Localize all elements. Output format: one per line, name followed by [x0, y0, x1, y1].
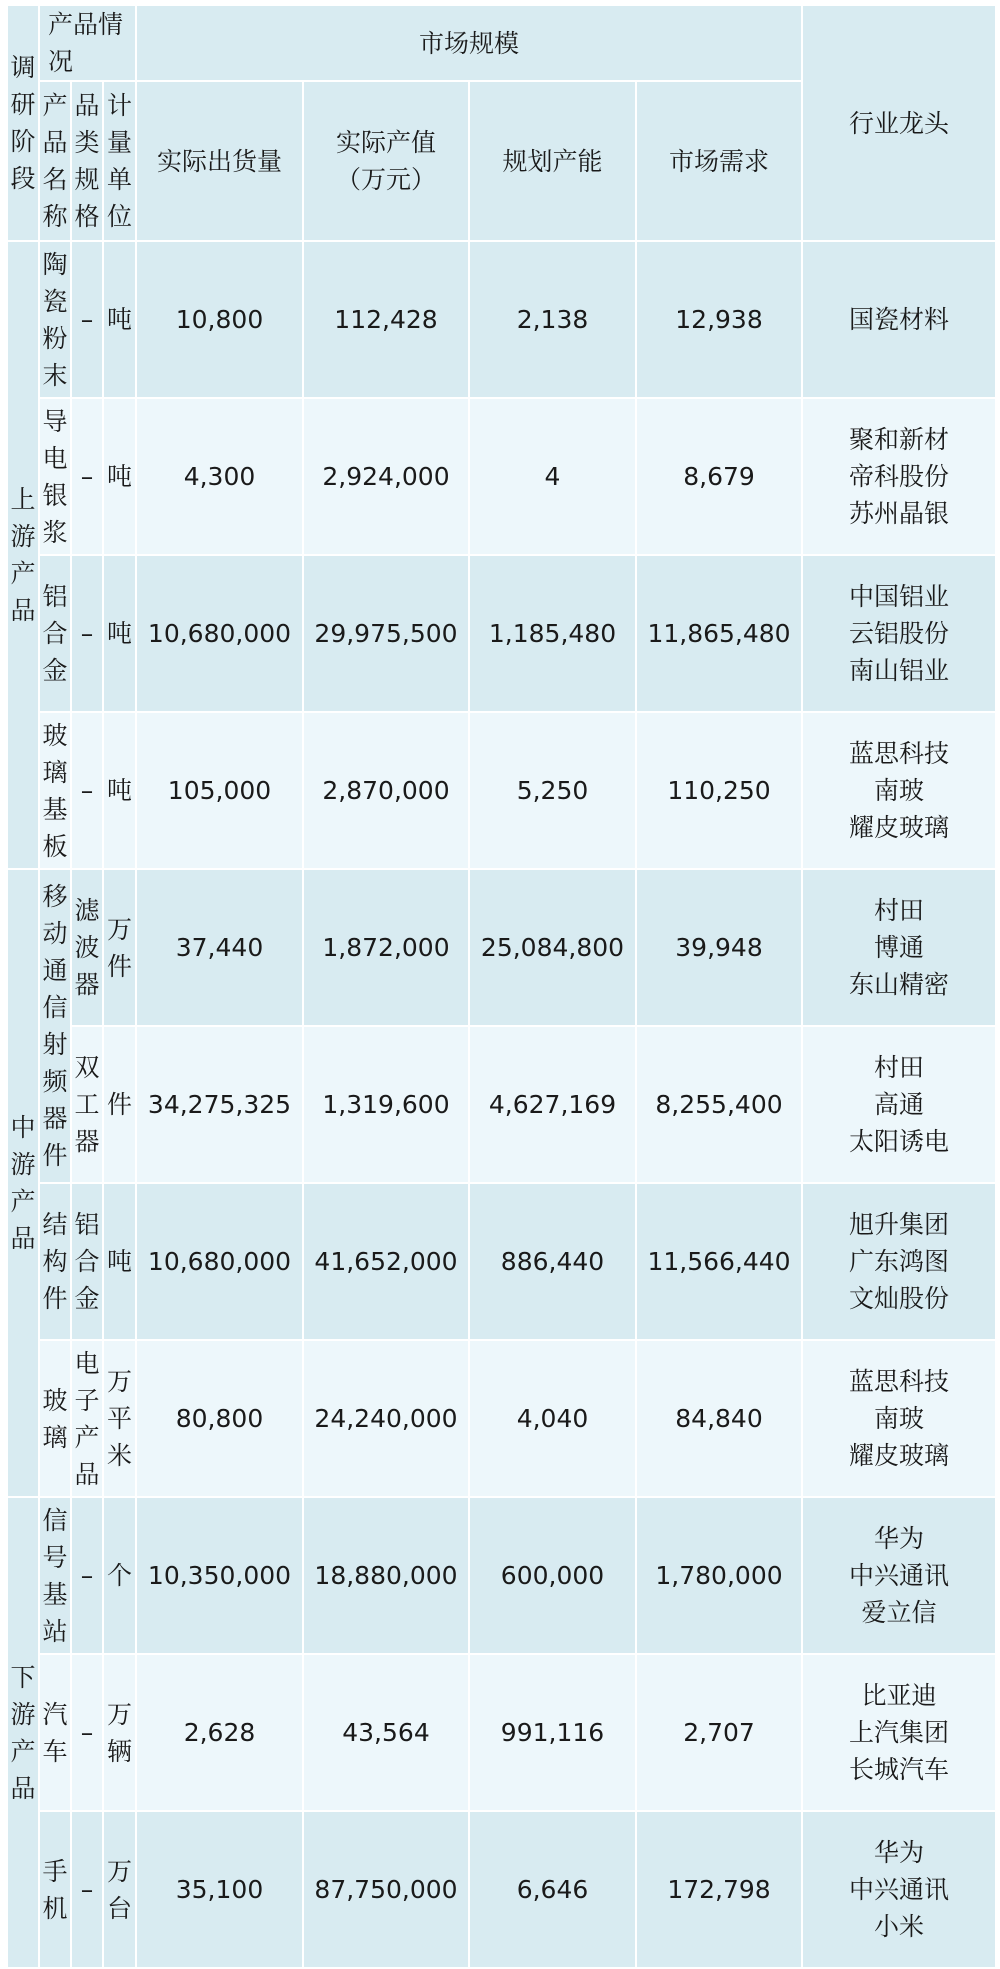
product-name-text: 陶瓷粉末: [42, 249, 68, 390]
spec-cell: [71, 712, 103, 869]
unit-text: 吨: [107, 462, 133, 491]
spec-text: –: [80, 619, 94, 648]
shipment-cell: 35,100: [136, 1811, 303, 1968]
output-value-cell: 1,319,600: [303, 1026, 469, 1183]
leader-name: 华为: [874, 1838, 925, 1867]
spec-cell: [71, 398, 103, 555]
spec-text: –: [80, 1875, 94, 1904]
table-row: [7, 555, 996, 712]
shipment-cell: 80,800: [136, 1340, 303, 1497]
leaders-cell: [802, 1340, 996, 1497]
product-name-cell: [39, 1811, 71, 1968]
shipment-cell: 10,350,000: [136, 1497, 303, 1654]
product-name-cell: [39, 1654, 71, 1811]
spec-cell: [71, 1654, 103, 1811]
leader-name: 爱立信: [861, 1598, 937, 1627]
leader-name: 村田: [874, 896, 925, 925]
unit-cell: [103, 241, 136, 398]
header-demand: 市场需求: [636, 81, 802, 241]
spec-text: –: [80, 1718, 94, 1747]
table-row: [7, 1497, 996, 1654]
capacity-cell: 886,440: [469, 1183, 636, 1340]
leaders-cell: [802, 712, 996, 869]
header-leaders: 行业龙头: [802, 5, 996, 241]
product-name-text: 玻璃: [42, 1385, 68, 1452]
leader-name: 华为: [874, 1524, 925, 1553]
unit-text: 个: [107, 1561, 133, 1590]
leader-name: 中国铝业: [849, 582, 950, 611]
market-table: [6, 4, 997, 1969]
table-row: [7, 1026, 996, 1183]
unit-cell: [103, 869, 136, 1026]
spec-text: –: [80, 462, 94, 491]
table-row: [7, 1654, 996, 1811]
table-row: [7, 869, 996, 1026]
shipment-cell: 10,800: [136, 241, 303, 398]
leaders-cell: [802, 1183, 996, 1340]
spec-text: 双工器: [74, 1053, 100, 1156]
unit-cell: [103, 1811, 136, 1968]
capacity-cell: 4,627,169: [469, 1026, 636, 1183]
table-row: [7, 1340, 996, 1497]
leader-name: 村田: [874, 1053, 925, 1082]
capacity-cell: 2,138: [469, 241, 636, 398]
spec-cell: [71, 241, 103, 398]
leader-name: 耀皮玻璃: [849, 813, 950, 842]
leader-name: 中兴通讯: [849, 1875, 950, 1904]
leader-name: 聚和新材: [849, 425, 950, 454]
capacity-cell: 600,000: [469, 1497, 636, 1654]
unit-text: 万辆: [107, 1699, 133, 1766]
spec-text: –: [80, 1561, 94, 1590]
table-row: [7, 1183, 996, 1340]
product-name-cell: [39, 555, 71, 712]
table-row: [7, 241, 996, 398]
product-name-cell: [39, 712, 71, 869]
leaders-cell: [802, 1811, 996, 1968]
shipment-cell: 37,440: [136, 869, 303, 1026]
demand-cell: 8,679: [636, 398, 802, 555]
product-name-text: 汽车: [42, 1699, 68, 1766]
demand-cell: 110,250: [636, 712, 802, 869]
demand-cell: 84,840: [636, 1340, 802, 1497]
spec-text: 铝合金: [74, 1210, 100, 1313]
leader-name: 东山精密: [849, 970, 950, 999]
product-name-cell: [39, 1340, 71, 1497]
leader-name: 南玻: [874, 1404, 925, 1433]
leader-name: 蓝思科技: [849, 1367, 950, 1396]
demand-cell: 11,566,440: [636, 1183, 802, 1340]
unit-cell: [103, 712, 136, 869]
unit-text: 吨: [107, 305, 133, 334]
spec-cell: [71, 1026, 103, 1183]
stage-text: 下游产品: [10, 1662, 36, 1803]
leaders-cell: [802, 1654, 996, 1811]
shipment-cell: 105,000: [136, 712, 303, 869]
product-name-text: 玻璃基板: [42, 720, 68, 861]
shipment-cell: 4,300: [136, 398, 303, 555]
table-row: [7, 398, 996, 555]
table-body: [7, 241, 996, 1968]
header-capacity: 规划产能: [469, 81, 636, 241]
market-table-wrapper: [6, 4, 997, 1969]
unit-cell: [103, 398, 136, 555]
leader-name: 旭升集团: [849, 1210, 950, 1239]
output-value-cell: 2,924,000: [303, 398, 469, 555]
output-value-cell: 41,652,000: [303, 1183, 469, 1340]
product-name-text: 导电银浆: [42, 406, 68, 547]
demand-cell: 39,948: [636, 869, 802, 1026]
shipment-cell: 10,680,000: [136, 555, 303, 712]
product-name-text: 移动通信射频器件: [42, 882, 68, 1170]
unit-text: 吨: [107, 619, 133, 648]
capacity-cell: 4: [469, 398, 636, 555]
spec-cell: [71, 555, 103, 712]
unit-text: 吨: [107, 776, 133, 805]
leader-name: 帝科股份: [849, 462, 950, 491]
unit-text: 吨: [107, 1247, 133, 1276]
capacity-cell: 4,040: [469, 1340, 636, 1497]
stage-cell: [7, 1497, 39, 1968]
leader-name: 云铝股份: [849, 619, 950, 648]
spec-text: 电子产品: [74, 1348, 100, 1489]
product-name-cell: [39, 241, 71, 398]
capacity-cell: 6,646: [469, 1811, 636, 1968]
leader-name: 苏州晶银: [849, 499, 950, 528]
capacity-cell: 25,084,800: [469, 869, 636, 1026]
output-value-cell: 18,880,000: [303, 1497, 469, 1654]
spec-cell: [71, 1497, 103, 1654]
unit-text: 件: [107, 1090, 133, 1119]
spec-cell: [71, 1811, 103, 1968]
leader-name: 国瓷材料: [849, 305, 950, 334]
leader-name: 高通: [874, 1090, 925, 1119]
header-market-group: 市场规模: [136, 5, 802, 81]
leaders-cell: [802, 241, 996, 398]
header-shipment: 实际出货量: [136, 81, 303, 241]
stage-cell: [7, 241, 39, 869]
product-name-text: 结构件: [42, 1210, 68, 1313]
header-stage: 调研阶段: [7, 5, 39, 241]
spec-text: –: [80, 305, 94, 334]
header-output-value: 实际产值 （万元）: [303, 81, 469, 241]
spec-text: 滤波器: [74, 896, 100, 999]
capacity-cell: 5,250: [469, 712, 636, 869]
stage-cell: [7, 869, 39, 1497]
leaders-cell: [802, 869, 996, 1026]
output-value-cell: 1,872,000: [303, 869, 469, 1026]
table-row: [7, 1811, 996, 1968]
leader-name: 广东鸿图: [849, 1247, 950, 1276]
leader-name: 耀皮玻璃: [849, 1441, 950, 1470]
unit-cell: [103, 1026, 136, 1183]
product-name-text: 手机: [42, 1856, 68, 1923]
spec-cell: [71, 1340, 103, 1497]
output-value-cell: 24,240,000: [303, 1340, 469, 1497]
product-name-text: 铝合金: [42, 582, 68, 685]
output-value-cell: 87,750,000: [303, 1811, 469, 1968]
header-name: 产品名称: [39, 81, 71, 241]
leader-name: 蓝思科技: [849, 739, 950, 768]
unit-text: 万平米: [107, 1367, 133, 1470]
output-value-cell: 2,870,000: [303, 712, 469, 869]
leader-name: 比亚迪: [861, 1681, 937, 1710]
spec-cell: [71, 1183, 103, 1340]
demand-cell: 12,938: [636, 241, 802, 398]
leader-name: 太阳诱电: [849, 1127, 950, 1156]
leaders-cell: [802, 555, 996, 712]
leaders-cell: [802, 1026, 996, 1183]
unit-cell: [103, 1340, 136, 1497]
product-name-text: 信号基站: [42, 1505, 68, 1646]
product-name-cell: [39, 1183, 71, 1340]
leader-name: 南玻: [874, 776, 925, 805]
product-name-cell: [39, 869, 71, 1183]
header-product-group: 产品情况: [39, 5, 136, 81]
output-value-cell: 112,428: [303, 241, 469, 398]
demand-cell: 8,255,400: [636, 1026, 802, 1183]
capacity-cell: 991,116: [469, 1654, 636, 1811]
leader-name: 长城汽车: [849, 1755, 950, 1784]
leaders-cell: [802, 398, 996, 555]
header-unit: 计量单位: [103, 81, 136, 241]
demand-cell: 11,865,480: [636, 555, 802, 712]
capacity-cell: 1,185,480: [469, 555, 636, 712]
table-row: [7, 712, 996, 869]
unit-text: 万台: [107, 1856, 133, 1923]
leader-name: 博通: [874, 933, 925, 962]
leader-name: 中兴通讯: [849, 1561, 950, 1590]
output-value-cell: 29,975,500: [303, 555, 469, 712]
unit-cell: [103, 1654, 136, 1811]
unit-text: 万件: [107, 914, 133, 981]
unit-cell: [103, 1497, 136, 1654]
product-name-cell: [39, 1497, 71, 1654]
shipment-cell: 34,275,325: [136, 1026, 303, 1183]
product-name-cell: [39, 398, 71, 555]
leader-name: 文灿股份: [849, 1284, 950, 1313]
leader-name: 上汽集团: [849, 1718, 950, 1747]
shipment-cell: 2,628: [136, 1654, 303, 1811]
stage-text: 上游产品: [10, 485, 36, 625]
leaders-cell: [802, 1497, 996, 1654]
leader-name: 南山铝业: [849, 656, 950, 685]
header-spec: 品类规格: [71, 81, 103, 241]
demand-cell: 1,780,000: [636, 1497, 802, 1654]
demand-cell: 172,798: [636, 1811, 802, 1968]
demand-cell: 2,707: [636, 1654, 802, 1811]
spec-cell: [71, 869, 103, 1026]
unit-cell: [103, 555, 136, 712]
stage-text: 中游产品: [10, 1113, 36, 1253]
leader-name: 小米: [874, 1912, 925, 1941]
unit-cell: [103, 1183, 136, 1340]
spec-text: –: [80, 776, 94, 805]
output-value-cell: 43,564: [303, 1654, 469, 1811]
shipment-cell: 10,680,000: [136, 1183, 303, 1340]
